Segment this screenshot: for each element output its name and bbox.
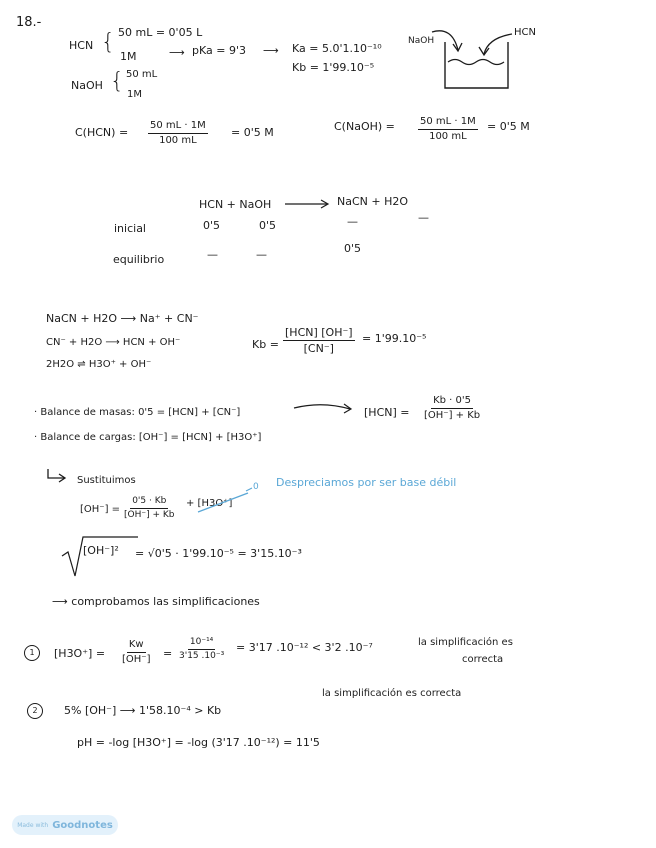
diagram-naoh-label: NaOH: [408, 36, 435, 46]
kb-value: Kb = 1'99.10⁻⁵: [292, 61, 375, 74]
check1-result: = 3'17 .10⁻¹² < 3'2 .10⁻⁷: [236, 641, 373, 654]
equilibrium-nacn: 0'5: [344, 242, 362, 255]
check1-values-numerator: 10⁻¹⁴: [188, 638, 215, 650]
kb-numerator: [HCN] [OH⁻]: [285, 326, 353, 339]
equilibrium-3: 2H2O ⇌ H3O⁺ + OH⁻: [46, 359, 152, 370]
oh-expression-numerator: 0'5 · Kb: [130, 497, 168, 509]
naoh-label: NaOH: [71, 79, 103, 92]
checks-heading: ⟶ comprobamos las simplificaciones: [52, 595, 260, 608]
goodnotes-badge: [12, 815, 118, 835]
c-naoh-numerator: 50 mL · 1M: [418, 117, 478, 130]
ph-result: pH = -log [H3O⁺] = -log (3'17 .10⁻¹²) = 11'5: [77, 736, 320, 749]
check-number-2: 2: [27, 703, 43, 719]
pka-value: pKa = 9'3: [192, 44, 246, 57]
c-hcn-numerator: 50 mL · 1M: [148, 121, 208, 134]
badge-small-text: Made with: [17, 821, 49, 829]
hcn-expression-numerator: Kb · 0'5: [431, 396, 473, 409]
check1-note-line2: correcta: [462, 654, 504, 665]
oh-expression-label: [OH⁻] =: [80, 504, 121, 515]
row-equilibrium-label: equilibrio: [113, 253, 165, 266]
check1-fraction-kw: [122, 640, 150, 665]
check1-kw-numerator: Kw: [127, 640, 146, 653]
sqrt-result: = √0'5 · 1'99.10⁻⁵ = 3'15.10⁻³: [135, 547, 302, 560]
equilibrium-1: NaCN + H2O ⟶ Na⁺ + CN⁻: [46, 312, 199, 325]
check2-note: la simplificación es correcta: [322, 688, 462, 699]
c-hcn-result: = 0'5 M: [231, 126, 274, 139]
initial-naoh: 0'5: [259, 219, 277, 232]
initial-hcn: 0'5: [203, 219, 221, 232]
brace-hcn: {: [101, 30, 115, 55]
check1-equals: =: [163, 647, 173, 660]
check-number-1: 1: [24, 645, 40, 661]
neglect-zero: 0: [253, 482, 259, 492]
problem-number: 18.-: [16, 15, 42, 30]
arrow-icon: ⟶: [263, 44, 279, 57]
arrow-icon: ⟶: [169, 46, 185, 59]
equilibrium-hcn: —: [207, 248, 218, 261]
initial-h2o: —: [418, 211, 429, 224]
row-initial-label: inicial: [114, 222, 146, 235]
kb-expression-value: = 1'99.10⁻⁵: [362, 332, 427, 345]
hcn-concentration: 1M: [120, 50, 137, 63]
c-hcn-label: C(HCN) =: [75, 126, 129, 139]
hcn-expression-denominator: [OH⁻] + Kb: [424, 410, 481, 421]
naoh-volume: 50 mL: [126, 69, 158, 80]
c-naoh-result: = 0'5 M: [487, 120, 530, 133]
badge-brand: Goodnotes: [52, 819, 113, 831]
check1-fraction-values: [179, 638, 224, 661]
ka-value: Ka = 5.0'1.10⁻¹⁰: [292, 42, 382, 55]
naoh-concentration: 1M: [127, 89, 142, 100]
check1-values-denominator: 3'15 .10⁻³: [179, 651, 225, 661]
oh-plus-h3o: + [H3O⁺]: [186, 498, 233, 509]
initial-nacn: —: [347, 215, 358, 228]
check1-label: [H3O⁺] =: [54, 647, 106, 660]
reaction-reactants: HCN + NaOH: [199, 198, 272, 211]
equilibrium-2: CN⁻ + H2O ⟶ HCN + OH⁻: [46, 337, 181, 348]
check1-note-line1: la simplificación es: [418, 637, 513, 648]
sqrt-left: [OH⁻]²: [83, 544, 119, 557]
neglect-note: Despreciamos por ser base débil: [276, 476, 457, 489]
kb-denominator: [CN⁻]: [303, 342, 334, 355]
check1-kw-denominator: [OH⁻]: [122, 654, 151, 665]
charge-balance: · Balance de cargas: [OH⁻] = [HCN] + [H3O⁺]: [34, 432, 262, 443]
reaction-products: NaCN + H2O: [337, 195, 409, 208]
c-hcn-denominator: 100 mL: [159, 135, 197, 146]
equilibrium-naoh: —: [256, 248, 267, 261]
hcn-volume: 50 mL = 0'05 L: [118, 26, 203, 39]
brace-naoh: {: [110, 69, 124, 94]
check2-text: 5% [OH⁻] ⟶ 1'58.10⁻⁴ > Kb: [64, 704, 222, 717]
substitution-heading: Sustituimos: [77, 475, 136, 486]
hcn-expression-label: [HCN] =: [364, 406, 410, 419]
c-naoh-denominator: 100 mL: [429, 131, 467, 142]
mass-balance: · Balance de masas: 0'5 = [HCN] + [CN⁻]: [34, 407, 241, 418]
c-naoh-label: C(NaOH) =: [334, 120, 395, 133]
kb-expression-label: Kb =: [252, 338, 279, 351]
diagram-hcn-label: HCN: [514, 27, 536, 38]
hcn-label: HCN: [69, 39, 94, 52]
oh-expression-denominator: [OH⁻] + Kb: [124, 510, 175, 520]
